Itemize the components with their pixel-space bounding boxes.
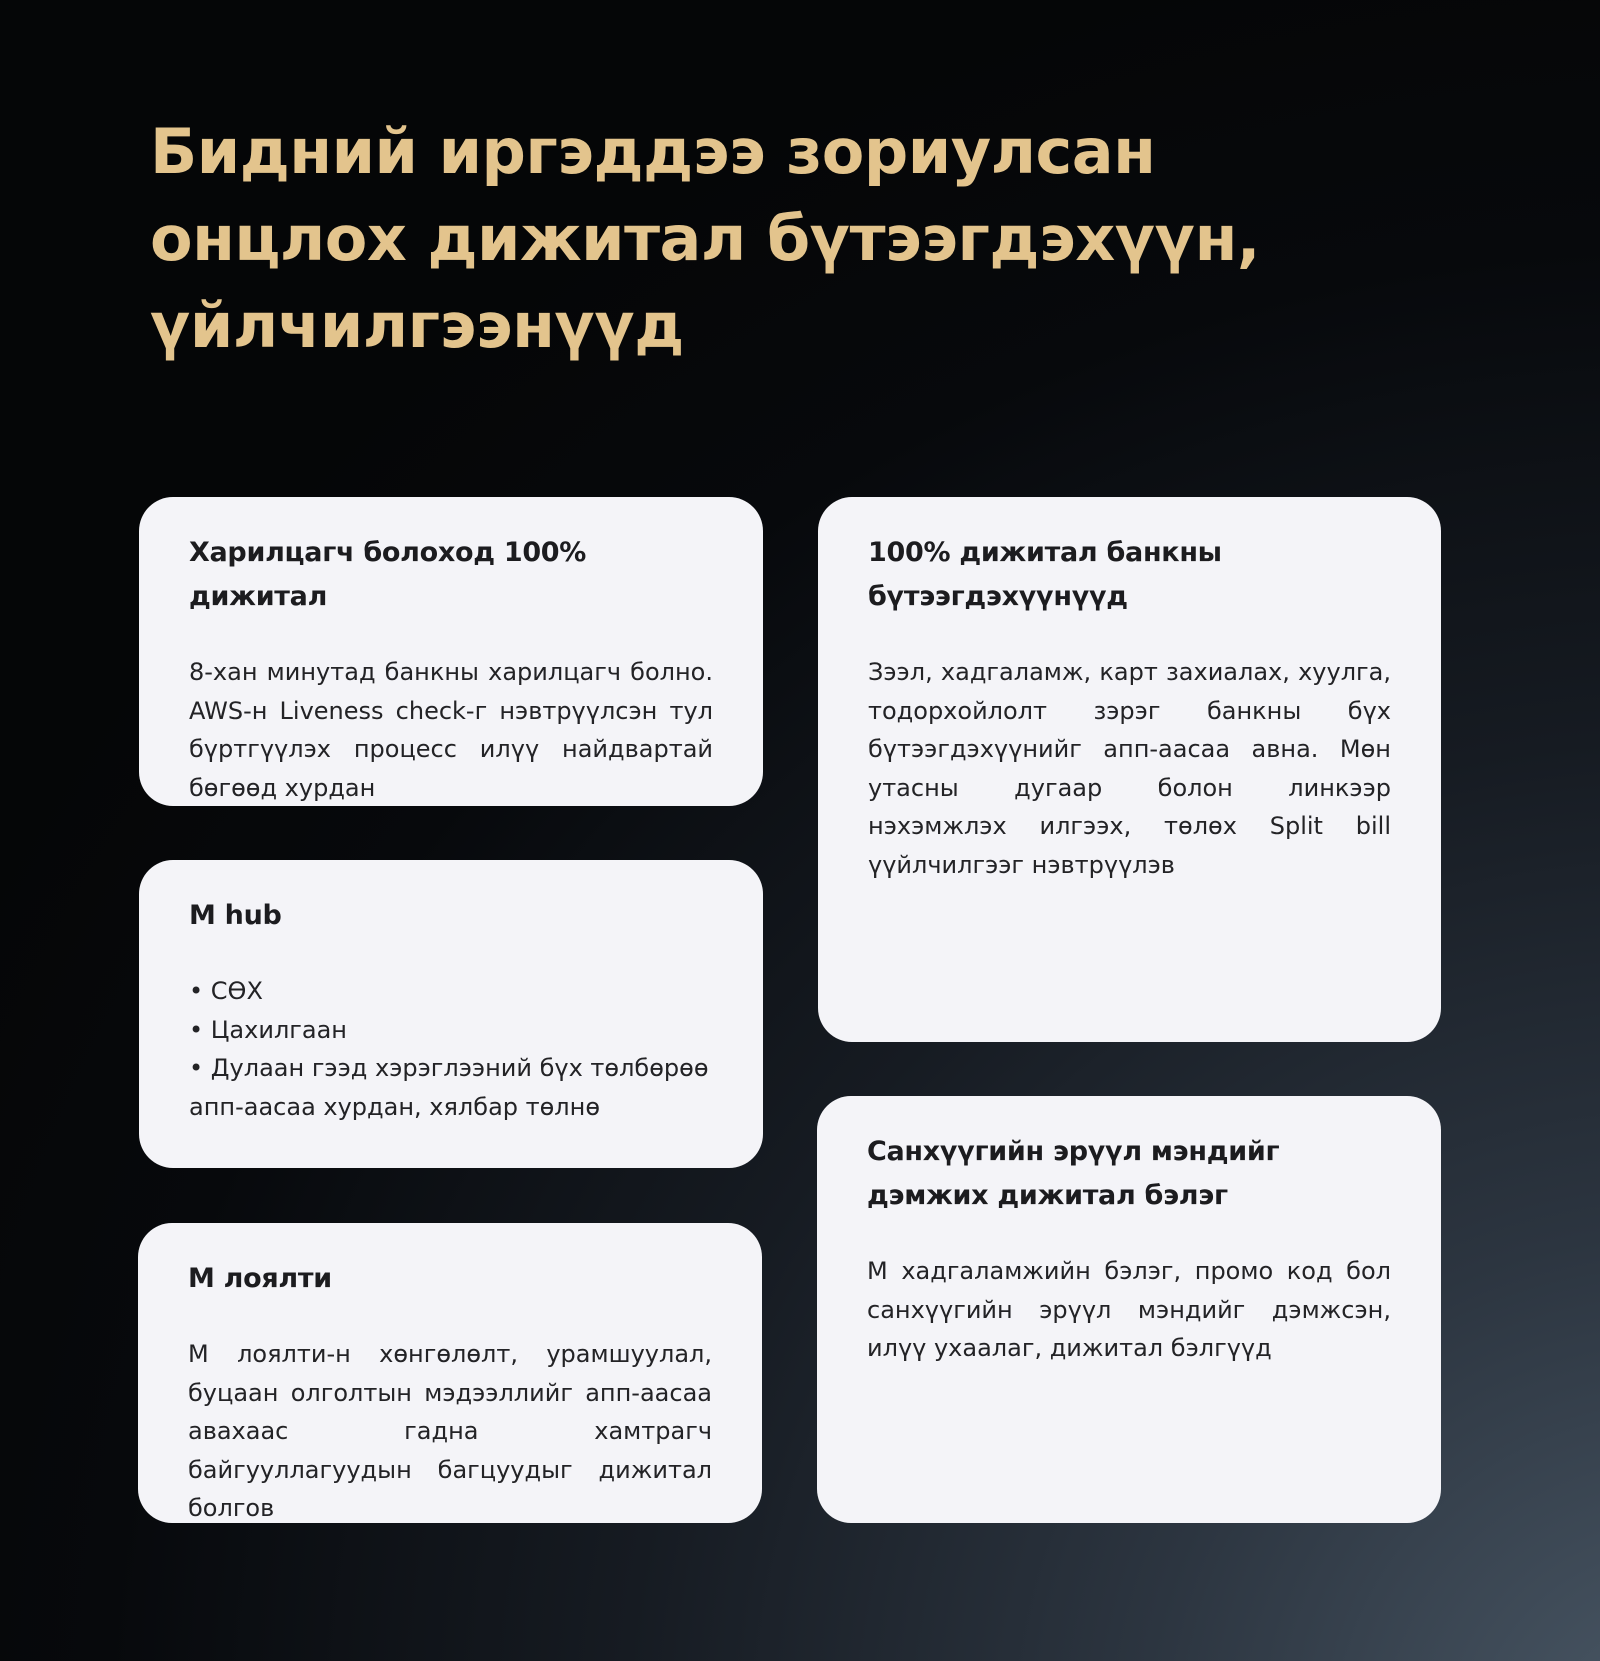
card-feature-list: [189, 972, 713, 1126]
card-title: Харилцагч болоход 100% дижитал: [189, 537, 587, 612]
card-title-line-1: Санхүүгийн эрүүл мэндийг: [867, 1136, 1280, 1167]
list-item-continuation: апп-аасаа хурдан, хялбар төлнө: [189, 1092, 601, 1121]
card-title: [868, 531, 1391, 619]
list-item-text: Цахилгаан: [210, 1015, 347, 1044]
card-title-line-2: бүтээгдэхүүнүүд: [868, 581, 1128, 612]
card-description: M лоялти-н хөнгөлөлт, урамшуулал, буцаан олголтын мэдээллийг апп-аасаа авахаас гадна хамтрагч байгууллагуудын багцуудыг дижитал болгов: [188, 1340, 712, 1522]
card-financial-health: [817, 1096, 1441, 1523]
card-title: M hub: [189, 900, 282, 931]
card-m-loyalty: [138, 1223, 762, 1523]
headline-line-3: үйлчилгээнүүд: [150, 289, 684, 362]
card-title-line-1: 100% дижитал банкны: [868, 537, 1222, 568]
list-item-text: Дулаан гээд хэрэглээний бүх төлбөрөө: [210, 1054, 709, 1082]
list-item: [189, 972, 713, 1011]
headline-line-1: Бидний иргэддээ зориулсан: [150, 115, 1156, 188]
card-m-hub: [139, 860, 763, 1168]
card-title: M лоялти: [188, 1263, 332, 1294]
page-headline: [150, 108, 1450, 369]
list-item: [189, 1049, 713, 1126]
card-digital-onboarding: [139, 497, 763, 806]
card-description: 8-хан минутад банкны харилцагч болно. AWS-н Liveness check-г нэвтрүүлсэн тул бүртгүүлэх процесс илүү найдвартай бөгөөд хурдан: [189, 658, 713, 802]
card-description: Зээл, хадгаламж, карт захиалах, хуулга, тодорхойлолт зэрэг банкны бүх бүтээгдэхүүнийг апп-аасаа авна. Мөн утасны дугаар болон линкээр нэхэмжлэх илгээх, төлөх Split bill үүйлчилгээг нэвтрүүлэв: [868, 658, 1391, 879]
card-digital-products: [818, 497, 1441, 1042]
card-title: [867, 1130, 1391, 1218]
card-description: M хадгаламжийн бэлэг, промо код бол санхүүгийн эрүүл мэндийг дэмжсэн, илүү ухаалаг, дижитал бэлгүүд: [867, 1257, 1391, 1362]
headline-line-2: онцлох дижитал бүтээгдэхүүн,: [150, 202, 1260, 275]
card-title-line-2: дэмжих дижитал бэлэг: [867, 1180, 1228, 1211]
list-item-text: СӨХ: [210, 977, 263, 1005]
list-item: [189, 1011, 713, 1050]
